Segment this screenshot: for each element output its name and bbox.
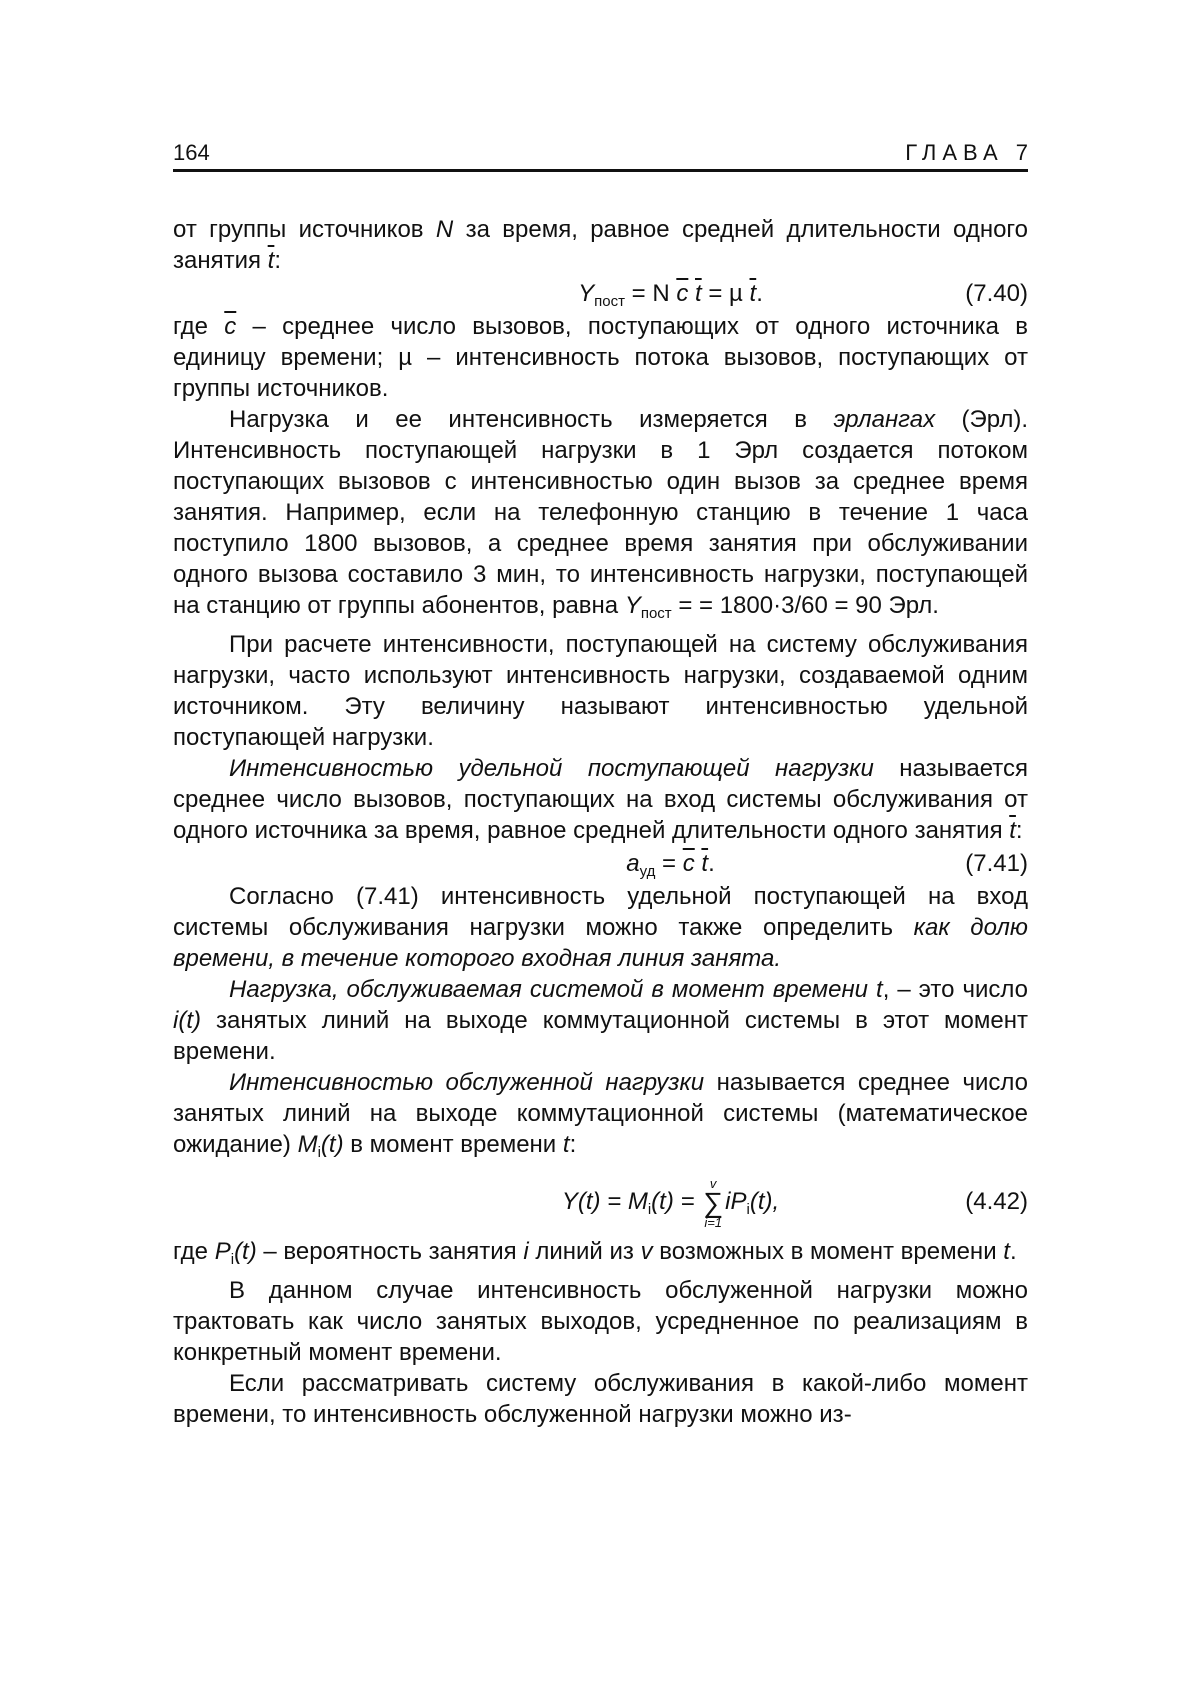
chapter-title: ГЛАВА 7 [905,140,1034,165]
formula-number: (7.41) [965,850,1028,877]
paragraph-8: Интенсивностью обслуженной нагрузки называется среднее число занятых линий на выходе коммутационной системы (математическое ожидание) $M_i(t)$ в момент времени t: [173,1069,1028,1161]
paragraph-3: Нагрузка и ее интенсивность измеряется в эрлангах (Эрл). Интенсивность поступающей нагрузки в 1 Эрл создается потоком поступающих вызовов с интенсивностью один вызов за среднее время занятия. Например, если на телефонную станцию в течение 1 часа поступило 1800 вызовов, а среднее время занятия при обслуживании одного вызова составило 3 мин, то интенсивность нагрузки, поступающей на станцию от группы абонентов, равна $Y_{пост}$ = = 1800·3/60 = 90 Эрл. [173,406,1028,622]
paragraph-11: Если рассматривать систему обслуживания в какой-либо момент времени, то интенсивность обслуженной нагрузки можно из- [173,1370,1028,1428]
formula-4-42: $Y(t) = M_i(t)$ = v ∑ i=1 $iP_i(t)$, (4.42) [173,1168,1028,1236]
paragraph-9: где $P_i(t)$ – вероятность занятия i линий из v возможных в момент времени t. [173,1238,1017,1268]
formula-7-40: $Y_{пост} = N$ $\overline{c}$ $\overline{t} = \mu$ $\overline{t}$. (7.40) [173,276,1028,311]
paragraph-4: При расчете интенсивности, поступающей на систему обслуживания нагрузки, часто используют интенсивность нагрузки, создаваемой одним источником. Эту величину называют интенсивностью удельной поступающей нагрузки. [173,631,1028,751]
paragraph-1: от группы источников N за время, равное средней длительности одного занятия $\overline{t}$: [173,216,1028,274]
book-page [173,140,1034,1430]
running-head [173,140,1034,172]
formula-number: (4.42) [965,1188,1028,1215]
sum-symbol: v ∑ i=1 [703,1175,724,1230]
page-number: 164 [173,140,210,165]
paragraph-5: Интенсивностью удельной поступающей нагрузки называется среднее число вызовов, поступающих на вход системы обслуживания от одного источника за время, равное средней длительности одного занятия $\overline{t}$: [173,755,1028,844]
formula-number: (7.40) [965,280,1028,307]
paragraph-6: Согласно (7.41) интенсивность удельной поступающей на вход системы обслуживания нагрузки можно также определить как долю времени, в течение которого входная линия занята. [173,883,1028,972]
paragraph-7: Нагрузка, обслуживаемая системой в момент времени t, – это число i(t) занятых линий на выходе коммутационной системы в этот момент времени. [173,976,1028,1065]
paragraph-2: где $\overline{c}$ – среднее число вызовов, поступающих от одного источника в единицу времени; µ – интенсивность потока вызовов, поступающих от группы источников. [173,313,1028,402]
formula-7-41: $a_{уд} = \overline{c}$ $\overline{t}$. (7.41) [173,846,1028,881]
body-text [173,214,1028,1430]
paragraph-10: В данном случае интенсивность обслуженной нагрузки можно трактовать как число занятых выходов, усредненное по реализациям в конкретный момент времени. [173,1277,1028,1366]
